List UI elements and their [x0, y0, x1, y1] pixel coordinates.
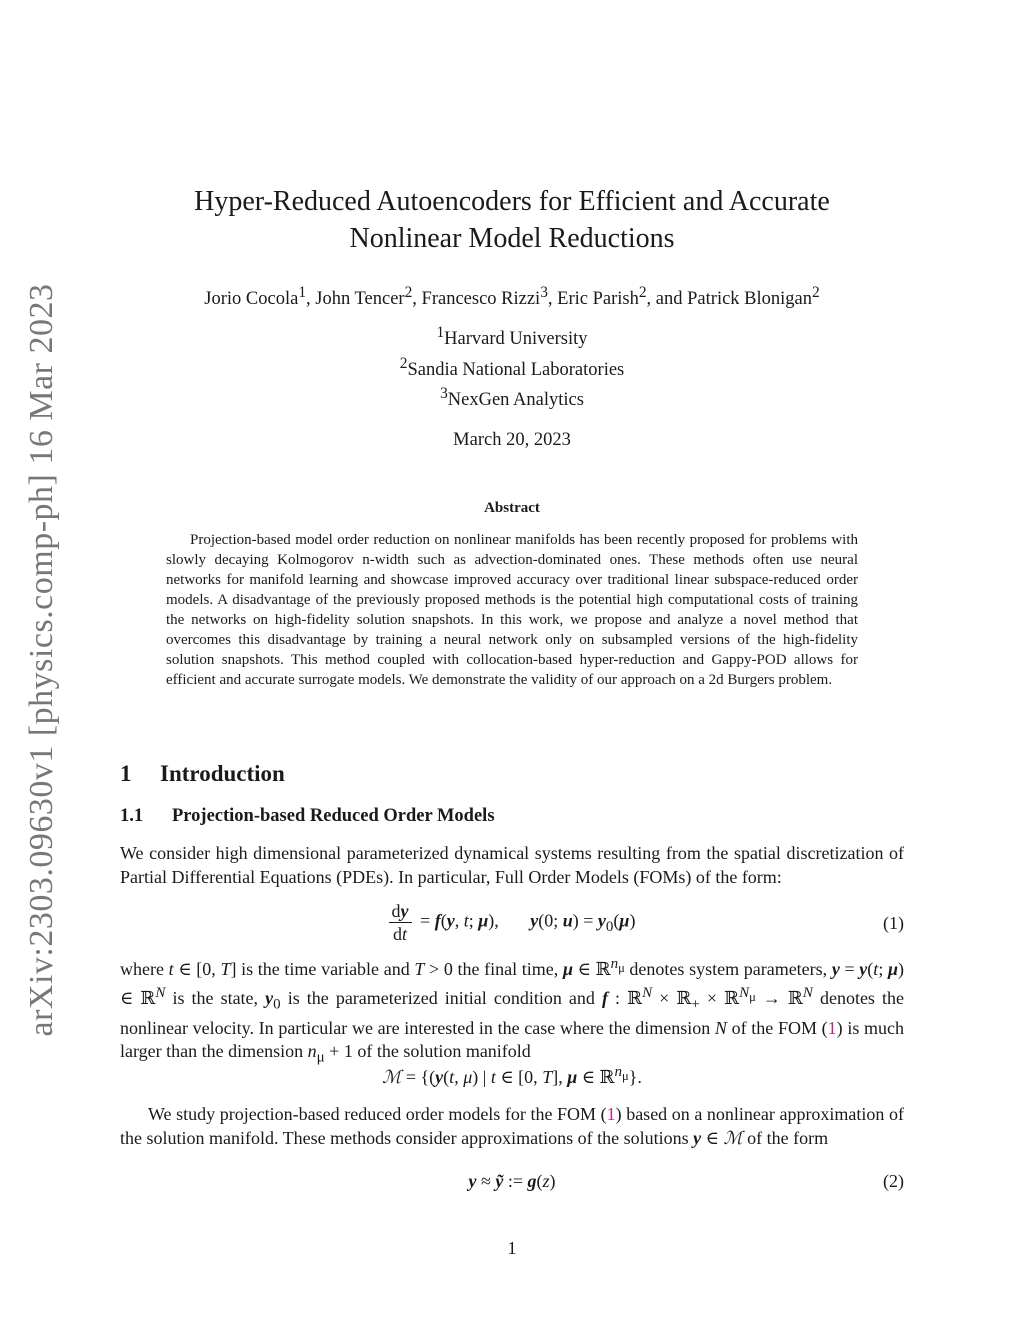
- abstract-heading: Abstract: [484, 500, 540, 516]
- author-affil-sup: 3: [540, 284, 548, 301]
- author-affil-sup: 1: [298, 284, 307, 301]
- equation-2-body: y ≈ ỹ := g(z): [468, 1171, 556, 1191]
- paragraph-2: where t ∈ [0, T] is the time variable and T > 0 the final time, μ ∈ ℝ$^{n_\mu}$ denotes system parameters, y = y(t; μ) ∈ ℝ$^N$ is the state, $y_0$ is the parameterized initial condition and f : ℝ$^N$ × ℝ$_+$ × ℝ$^{N_\mu}$ → ℝ$^N$ denotes the nonlinear velocity. In particular we are interested in the case where the dimension N of the FOM (1) is much larger than the dimension $n_\mu + 1$ of the solution manifold: [120, 956, 905, 1066]
- author-affil-sup: 2: [812, 284, 820, 301]
- subsection-heading: [120, 806, 495, 827]
- affiliation: $^2$Sandia National Laboratories: [399, 354, 625, 380]
- author-name: John Tencer: [315, 289, 405, 310]
- subsection-number: 1.1: [120, 806, 144, 826]
- arxiv-identifier[interactable]: arXiv:2303.09630v1 [physics.comp-ph] 16 Mar 2023: [23, 283, 60, 1037]
- author-name: Jorio Cocola: [204, 289, 299, 310]
- author-list: Jorio Cocola$^1$, John Tencer$^2$, Francesco Rizzi$^3$, Eric Parish$^2$, and Patrick Blonigan$^2$: [204, 284, 820, 310]
- paper-date: March 20, 2023: [453, 430, 571, 450]
- equation-ref-link[interactable]: 1: [606, 1104, 616, 1124]
- section-title: Introduction: [160, 761, 285, 786]
- equation-ref-link[interactable]: 1: [827, 1017, 837, 1038]
- author-affil-sup: 2: [404, 284, 413, 301]
- affiliation: $^3$NexGen Analytics: [440, 385, 584, 411]
- equation-1-body: $\frac{dy}{dt}$ = f(y, t; μ), y(0; $u) = y_0(\mu)$: [120, 900, 904, 945]
- paragraph-3: We study projection-based reduced order models for the FOM (1) based on a nonlinear approximation of the solution manifold. These methods consider approximations of the solutions y ∈ ℳ of the form: [120, 1104, 904, 1148]
- equation-2-number: (2): [883, 1171, 904, 1191]
- subsection-title: Projection-based Reduced Order Models: [172, 806, 495, 826]
- author-conjunction: and: [655, 289, 683, 310]
- equation-1-number: (1): [883, 913, 904, 933]
- title-line-1: Hyper-Reduced Autoencoders for Efficient and Accurate: [194, 186, 830, 217]
- author-name: Patrick Blonigan: [687, 289, 812, 310]
- equation-2: [120, 1171, 904, 1197]
- equation-1: [120, 900, 904, 950]
- affiliation-list: [120, 321, 904, 413]
- section-number: 1: [120, 761, 132, 786]
- affiliation: $^1$Harvard University: [436, 324, 588, 350]
- section-heading: [120, 761, 285, 787]
- page-number: 1: [507, 1238, 517, 1258]
- author-affil-sup: 2: [638, 284, 647, 301]
- paper-title: [120, 183, 904, 257]
- author-name: Francesco Rizzi: [421, 289, 541, 310]
- abstract-text: Projection-based model order reduction on nonlinear manifolds has been recently proposed for problems with slowly decaying Kolmogorov n-width such as advection-dominated ones. These methods often use neural networks for manifold learning and showcase improved accuracy over traditional linear subspace-reduced order models. A disadvantage of the previously proposed methods is the potential high computational costs of training the networks on high-fidelity solution snapshots. In this work, we propose and analyze a novel method that overcomes this disadvantage by training a neural network only on subsampled versions of the high-fidelity solution snapshots. This method coupled with collocation-based hyper-reduction and Gappy-POD allows for efficient and accurate surrogate models. We demonstrate the validity of our approach on a 2d Burgers problem.: [166, 532, 858, 688]
- author-name: Eric Parish: [557, 289, 639, 310]
- title-line-2: Nonlinear Model Reductions: [349, 223, 675, 254]
- paragraph-1: We consider high dimensional parameterized dynamical systems resulting from the spatial discretization of Partial Differential Equations (PDEs). In particular, Full Order Models (FOMs) of the form:: [120, 843, 904, 887]
- manifold-equation: ℳ = {(y(t, μ) | t ∈ [0, T], μ ∈ ℝ$^{n_\mu}$}.: [382, 1064, 642, 1087]
